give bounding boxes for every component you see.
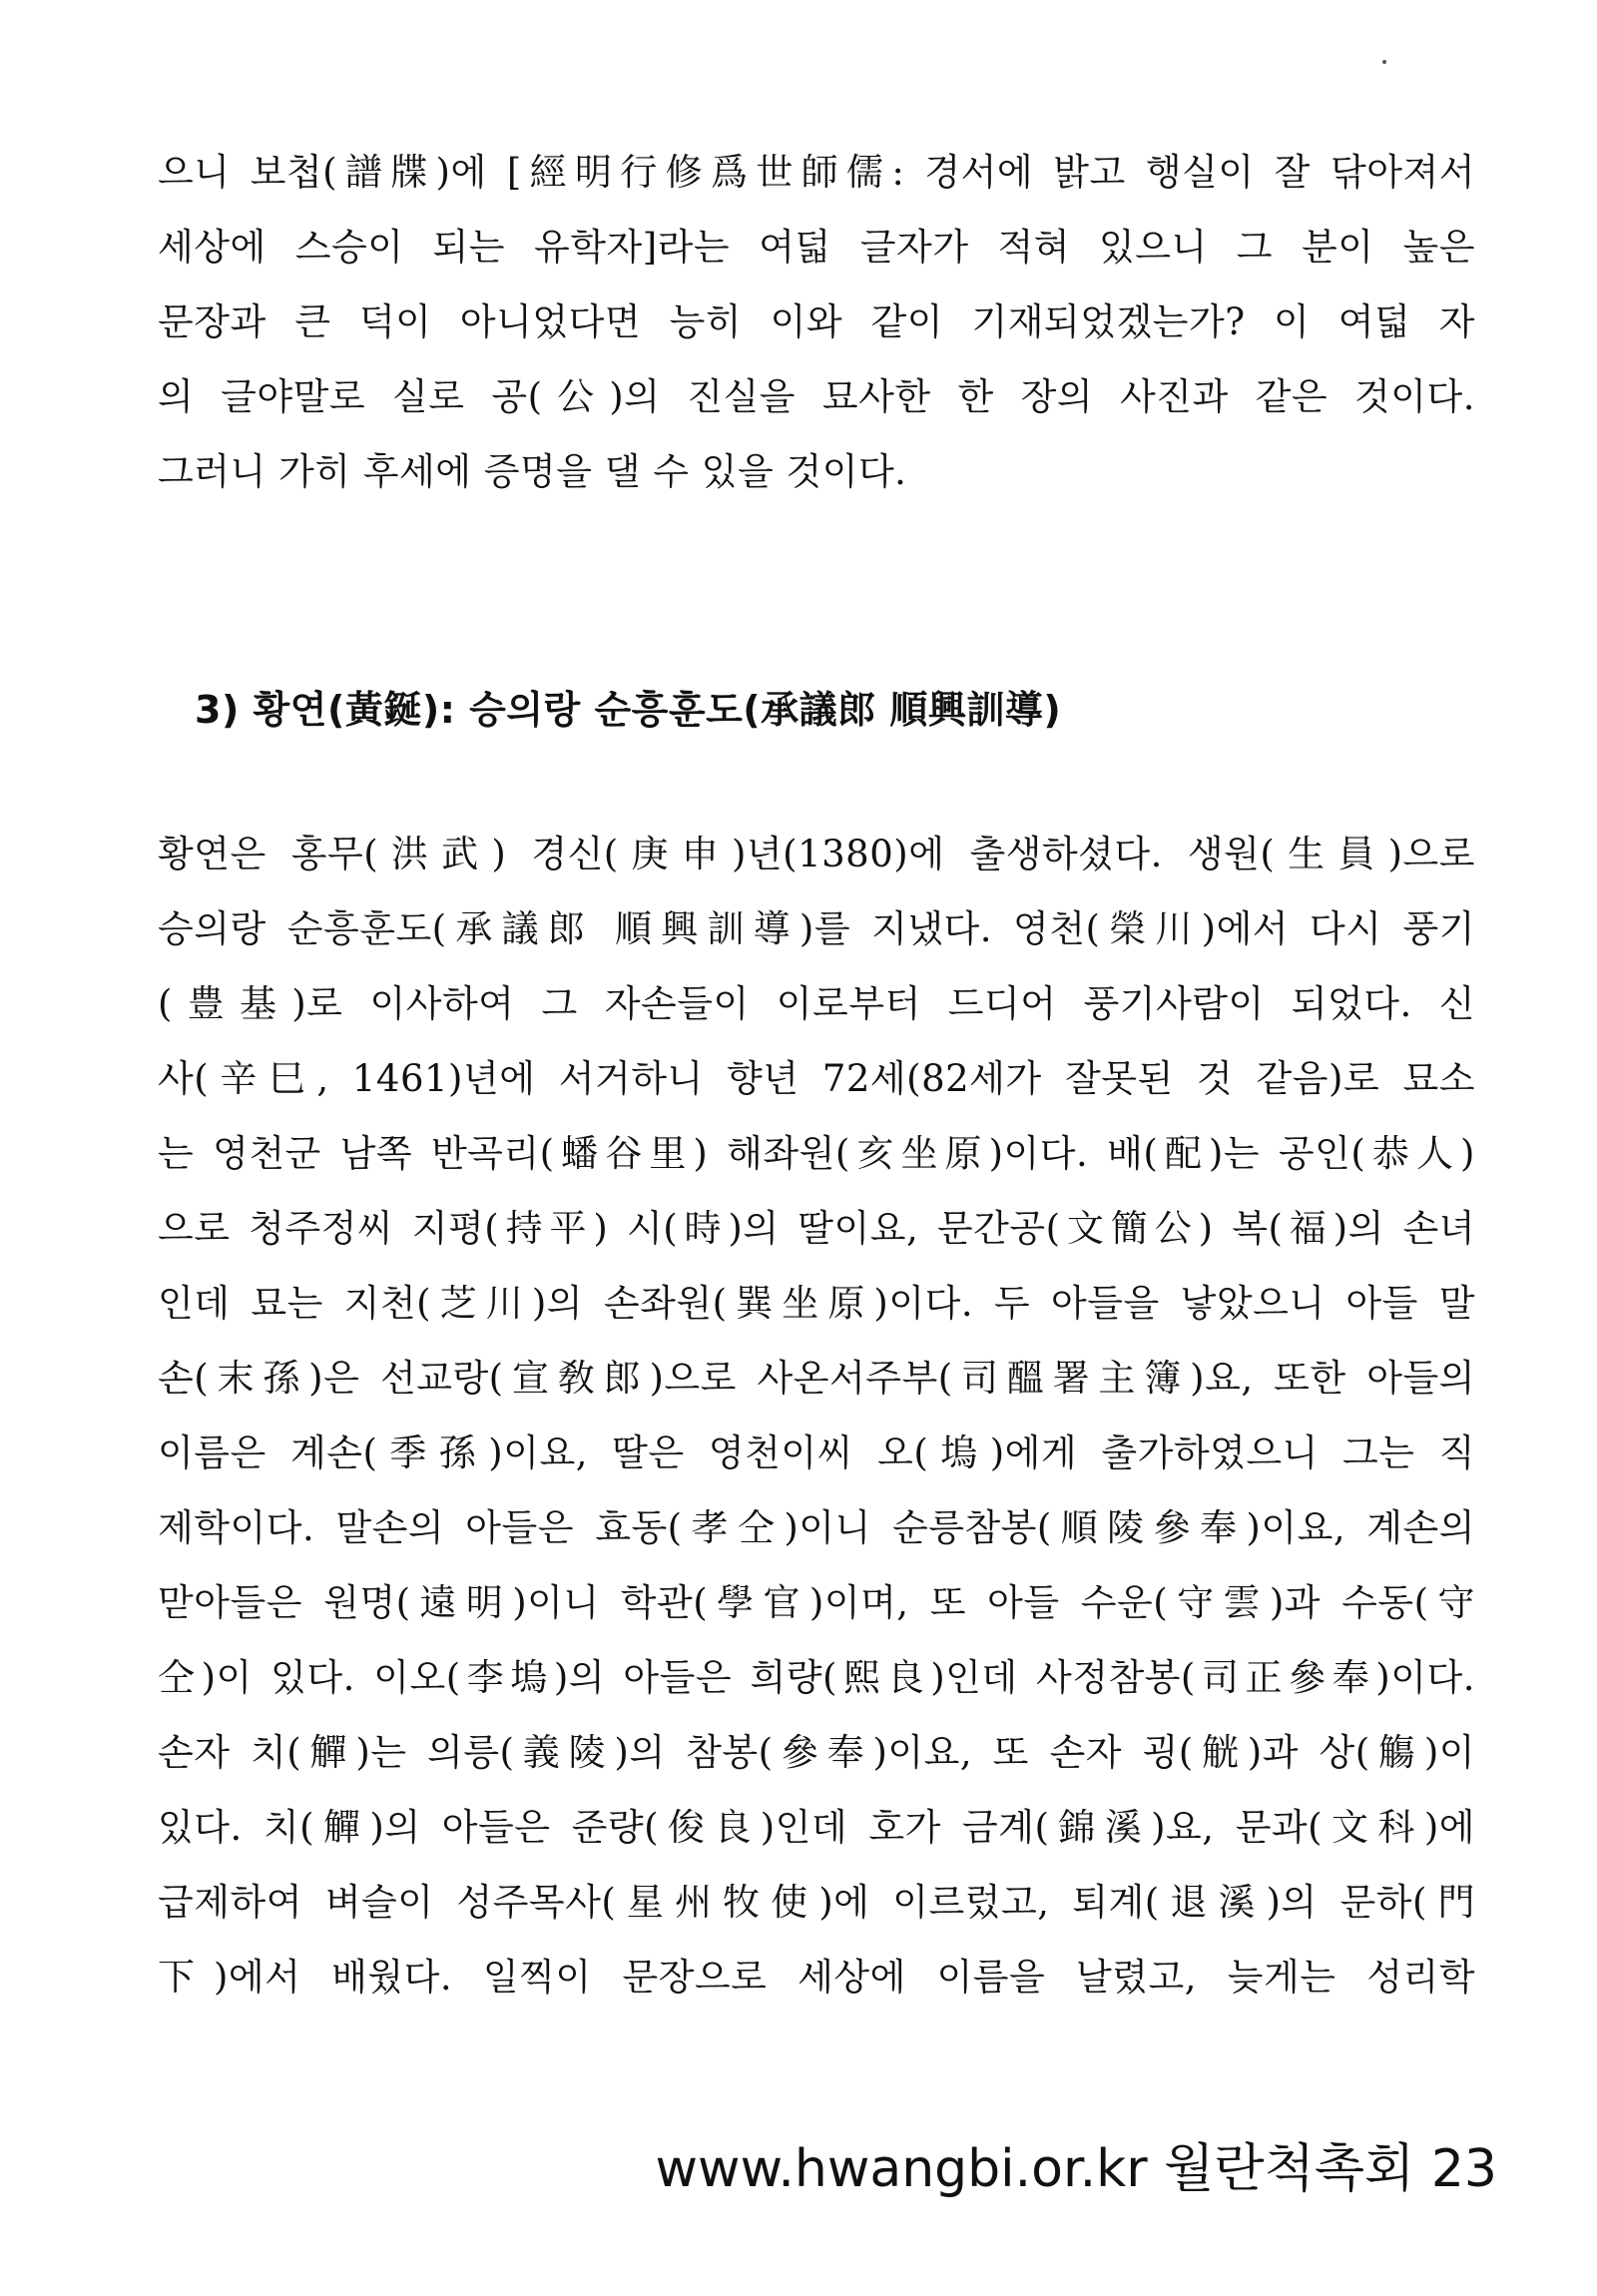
text-line: (豊基)로 이사하여 그 자손들이 이로부터 드디어 풍기사람이 되었다. 신 (158, 982, 1475, 1025)
text-line: 손(末孫)은 선교랑(宣敎郎)으로 사온서주부(司醞署主簿)요, 또한 아들의 (158, 1357, 1475, 1400)
text-line: 제학이다. 말손의 아들은 효동(孝仝)이니 순릉참봉(順陵參奉)이요, 계손의 (158, 1506, 1475, 1549)
text-line: 있다. 치(觶)의 아들은 준량(俊良)인데 호가 금계(錦溪)요, 문과(文科)에 (158, 1806, 1475, 1849)
text-line: 의 글야말로 실로 공(公)의 진실을 묘사한 한 장의 사진과 같은 것이다. (158, 375, 1475, 418)
text-line: 는 영천군 남쪽 반곡리(蟠谷里) 해좌원(亥坐原)이다. 배(配)는 공인(恭人) (158, 1132, 1475, 1175)
text-line: 으니 보첩(譜牒)에 [經明行修爲世師儒: 경서에 밝고 행실이 잘 닦아져서 (158, 151, 1475, 194)
text-line: 이름은 계손(季孫)이요, 딸은 영천이씨 오(塢)에게 출가하였으니 그는 직 (158, 1432, 1475, 1474)
text-line: 승의랑 순흥훈도(承議郎 順興訓導)를 지냈다. 영천(榮川)에서 다시 풍기 (158, 907, 1475, 950)
paragraph-1 (158, 135, 1475, 509)
text-line: 황연은 홍무(洪武) 경신(庚申)년(1380)에 출생하셨다. 생원(生員)으로 (158, 833, 1475, 875)
section-heading: 3) 황연(黃鋋): 승의랑 순흥훈도(承議郎 順興訓導) (195, 688, 1062, 732)
text-line: 으로 청주정씨 지평(持平) 시(時)의 딸이요, 문간공(文簡公) 복(福)의 손녀 (158, 1207, 1475, 1250)
scan-speck (1382, 60, 1386, 64)
text-line: 그러니 가히 후세에 증명을 댈 수 있을 것이다. (158, 450, 907, 493)
text-line: 인데 묘는 지천(芝川)의 손좌원(巽坐原)이다. 두 아들을 낳았으니 아들 말 (158, 1282, 1475, 1325)
text-line: 맏아들은 원명(遠明)이니 학관(學官)이며, 또 아들 수운(守雲)과 수동(守 (158, 1581, 1475, 1624)
text-line: 세상에 스승이 되는 유학자]라는 여덟 글자가 적혀 있으니 그 분이 높은 (158, 226, 1475, 269)
page-footer: www.hwangbi.or.kr 월란척촉회 23 (655, 2139, 1497, 2199)
text-line: 문장과 큰 덕이 아니었다면 능히 이와 같이 기재되었겠는가? 이 여덟 자 (158, 300, 1475, 343)
text-line: 급제하여 벼슬이 성주목사(星州牧使)에 이르렀고, 퇴계(退溪)의 문하(門 (158, 1881, 1475, 1924)
paragraph-2 (158, 817, 1475, 2014)
text-line: 사(辛巳, 1461)년에 서거하니 향년 72세(82세가 잘못된 것 같음)로 묘소 (158, 1057, 1475, 1100)
text-line: 손자 치(觶)는 의릉(義陵)의 참봉(參奉)이요, 또 손자 굉(觥)과 상(觴)이 (158, 1731, 1475, 1774)
text-line: 仝)이 있다. 이오(李塢)의 아들은 희량(熙良)인데 사정참봉(司正參奉)이다. (158, 1656, 1475, 1699)
text-line: 下)에서 배웠다. 일찍이 문장으로 세상에 이름을 날렸고, 늦게는 성리학 (158, 1956, 1475, 1999)
